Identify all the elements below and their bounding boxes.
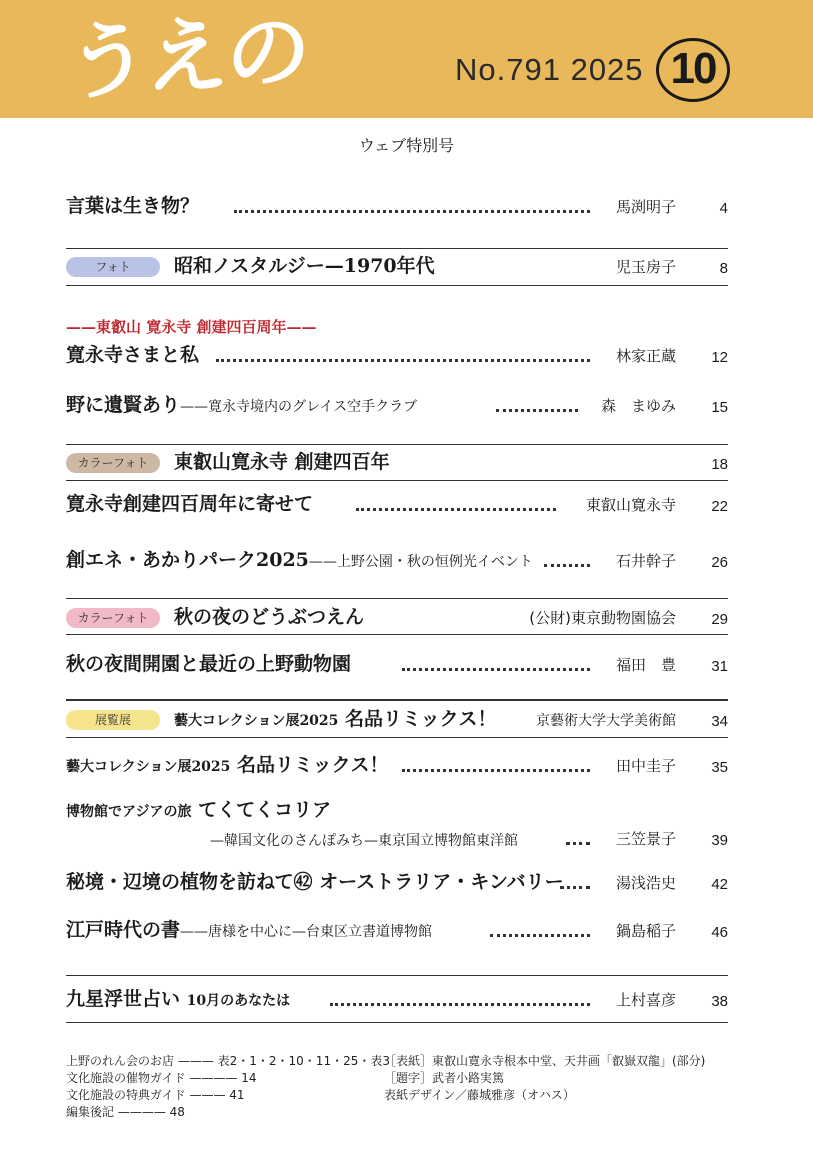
entry-title: 秋の夜のどうぶつえん [174,606,365,628]
magazine-logo: うえの [62,0,310,113]
entry-author: 林家正蔵 [615,347,676,365]
entry-author: 東叡山寛永寺 [585,496,676,514]
divider [66,634,728,635]
footer-item[interactable]: 文化施設の特典ガイド ——— 41 [66,1088,245,1102]
entry-page: 38 [711,993,728,1010]
leader-dots [234,210,590,213]
toc-entry[interactable] [66,983,728,1015]
entry-author: 馬渕明子 [615,198,676,216]
entry-title: 秋の夜間開園と最近の上野動物園 [66,653,352,675]
entry-author: 森 まゆみ [600,397,676,415]
entry-author: (公財)東京動物園協会 [529,609,676,627]
entry-title: 秘境・辺境の植物を訪ねて㊷ オーストラリア・キンバリー [66,871,564,893]
leader-dots [566,842,590,845]
leader-dots [216,359,590,362]
special-feature-heading: ——東叡山 寛永寺 創建四百周年—— [66,318,317,336]
entry-page: 18 [711,456,728,473]
footer-item[interactable]: 文化施設の催物ガイド ———— 14 [66,1071,257,1085]
divider [66,444,728,445]
entry-page: 42 [711,876,728,893]
entry-title: 寛永寺さまと私 [66,344,200,366]
leader-dots [496,409,578,412]
toc-entry[interactable] [66,250,728,282]
toc-entry[interactable] [66,822,728,854]
entry-author: 三笠景子 [615,830,676,848]
entry-title: 野に遺賢あり [66,394,181,416]
entry-author: 石井幹子 [615,552,676,570]
entry-page: 46 [711,924,728,941]
divider [66,975,728,976]
entry-page: 39 [711,832,728,849]
toc-entry[interactable] [66,190,728,222]
footer-item[interactable]: 編集後記 ———— 48 [66,1105,185,1119]
entry-title-prefix: 藝大コレクション展2025 [66,759,231,775]
entry-title: 東叡山寛永寺 創建四百年 [174,451,390,473]
entry-page: 34 [711,713,728,730]
masthead [0,0,813,118]
entry-title: 九星浮世占い [66,988,181,1010]
color-photo-tag: カラーフォト [66,453,160,473]
issue-month: 10 [656,38,730,102]
entry-subtitle: ——唐様を中心に—台東区立書道博物館 [180,924,433,940]
entry-author: 福田 豊 [615,656,676,674]
entry-title-prefix: 藝大コレクション展2025 [174,713,339,729]
toc-entry[interactable] [66,866,728,898]
entry-page: 8 [719,260,728,277]
entry-page: 15 [711,399,728,416]
entry-title-prefix: 博物館でアジアの旅 [66,804,192,820]
leader-dots [402,769,590,772]
toc-entry[interactable] [66,446,728,478]
leader-dots [330,1003,590,1006]
divider [66,248,728,249]
toc-entry[interactable] [66,648,728,680]
entry-subtitle: —韓国文化のさんぽみち—東京国立博物館東洋館 [210,833,518,849]
entry-author: 児玉房子 [615,258,676,276]
entry-page: 4 [719,200,728,217]
leader-dots [544,564,590,567]
entry-title: 寛永寺創建四百周年に寄せて [66,493,314,515]
divider [66,598,728,599]
toc-entry[interactable] [66,914,728,946]
cover-credit: ［表紙］東叡山寛永寺根本中堂、天井画「叡嶽双龍」(部分) [384,1054,706,1068]
divider [66,285,728,286]
issue-number: No.791 2025 [455,52,644,87]
entry-page: 12 [711,349,728,366]
leader-dots [490,934,590,937]
leader-dots [402,668,590,671]
entry-title: 創エネ・あかりパーク2025 [66,549,309,571]
divider [66,1022,728,1023]
entry-title: 名品リミックス！ [237,754,389,776]
divider [66,699,728,701]
footer-item[interactable]: 上野のれん会のお店 ——— 表2・1・2・10・11・25・表3 [66,1054,390,1068]
toc-entry[interactable] [66,749,728,781]
footer-credits [384,1053,705,1104]
cover-design-credit: 表紙デザイン／藤城雅彦（オハス） [384,1088,575,1102]
entry-subtitle: ——上野公園・秋の恒例光イベント [308,554,533,570]
divider [66,480,728,481]
leader-dots [356,508,556,511]
entry-page: 35 [711,759,728,776]
toc-entry[interactable] [66,703,728,735]
footer-guide-list [66,1053,390,1121]
toc-entry[interactable] [66,389,728,421]
toc-entry[interactable] [66,544,728,576]
toc-entry[interactable] [66,488,728,520]
entry-subtitle: 10月のあなたは [186,993,291,1009]
divider [66,737,728,738]
entry-title: てくてくコリア [198,799,332,821]
exhibition-tag: 展覧展 [66,710,160,730]
toc-entry[interactable] [66,339,728,371]
entry-title: 名品リミックス！ [345,708,497,730]
photo-tag: フォト [66,257,160,277]
entry-title: 言葉は生き物？ [66,195,200,217]
entry-title: 昭和ノスタルジー—1970年代 [174,255,435,277]
entry-page: 31 [711,658,728,675]
edition-subtitle: ウェブ特別号 [358,136,455,155]
entry-author: 鍋島稲子 [615,922,676,940]
entry-author: 京藝術大学大学美術館 [536,713,676,729]
title-lettering-credit: ［題字］武者小路実篤 [384,1071,505,1085]
entry-page: 22 [711,498,728,515]
color-photo-tag: カラーフォト [66,608,160,628]
entry-author: 湯浅浩史 [615,874,676,892]
entry-author: 田中圭子 [615,757,676,775]
leader-dots [560,886,590,889]
entry-author: 上村喜彦 [615,991,676,1009]
entry-page: 29 [711,611,728,628]
entry-subtitle: ——寛永寺境内のグレイス空手クラブ [180,399,418,415]
entry-page: 26 [711,554,728,571]
entry-title: 江戸時代の書 [66,919,181,941]
toc-entry[interactable] [66,601,728,633]
